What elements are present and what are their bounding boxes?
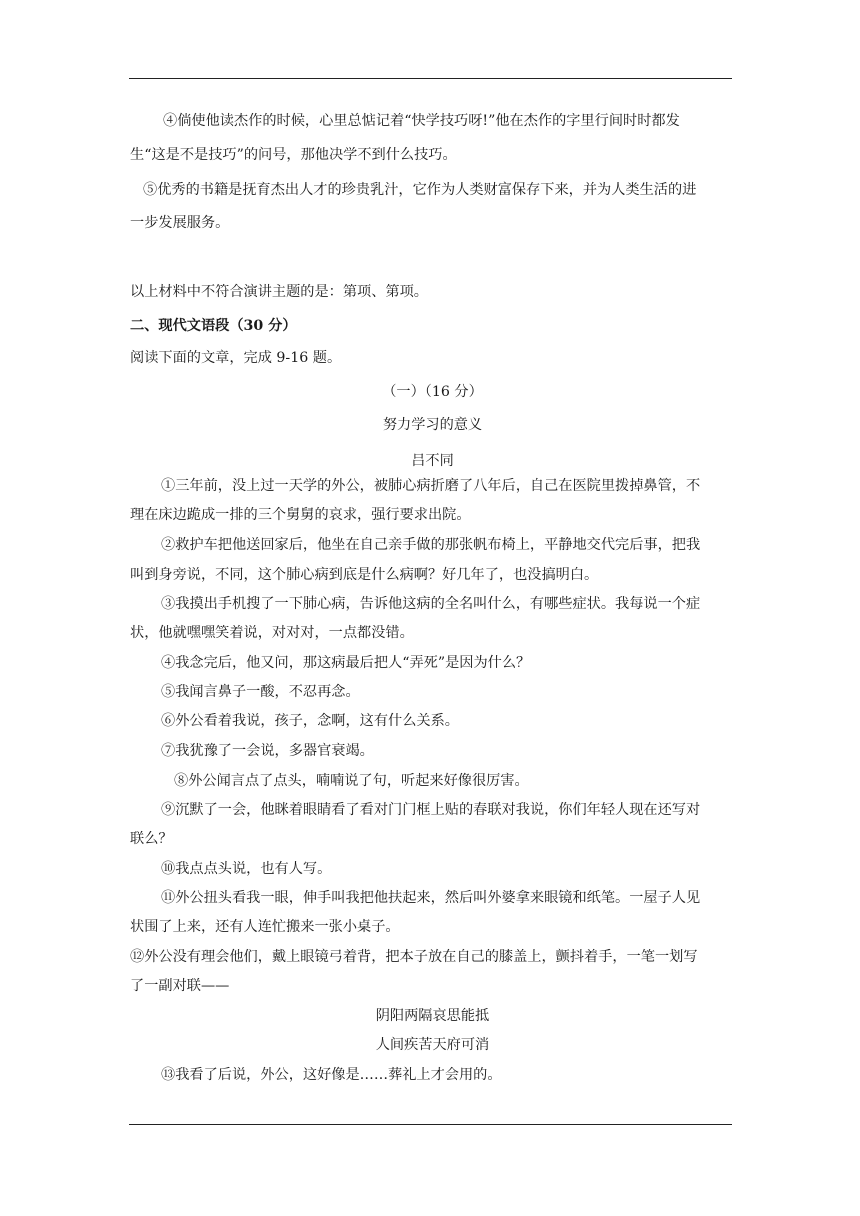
paragraph-2-line-1: ②救护车把他送回家后，他坐在自己亲手做的那张帆布椅上，平静地交代完后事，把我 — [161, 537, 701, 553]
paragraph-8: ⑧外公闻言点了点头，喃喃说了句，听起来好像很厉害。 — [174, 773, 529, 789]
paragraph-7: ⑦我犹豫了一会说，多器官衰竭。 — [161, 743, 374, 759]
paragraph-1-line-2: 理在床边跪成一排的三个舅舅的哀求，强行要求出院。 — [130, 507, 471, 523]
instruction-text: 阅读下面的文章，完成 9-16 题。 — [130, 350, 342, 366]
material-item-5-line-2: 一步发展服务。 — [130, 215, 230, 231]
material-item-4-line-2: 生“这是不是技巧”的问号，那他决学不到什么技巧。 — [130, 147, 457, 163]
paragraph-1-line-1: ①三年前，没上过一天学的外公，被肺心病折磨了八年后，自己在医院里拨掉鼻管，不 — [161, 478, 701, 494]
footer-rule — [129, 1124, 732, 1125]
paragraph-9-line-1: ⑨沉默了一会，他眯着眼睛看了看对门门框上贴的春联对我说，你们年轻人现在还写对 — [161, 802, 701, 818]
paragraph-2-line-2: 叫到身旁说，不同，这个肺心病到底是什么病啊？好几年了，也没搞明白。 — [130, 567, 599, 583]
paragraph-3-line-1: ③我摸出手机搜了一下肺心病，告诉他这病的全名叫什么，有哪些症状。我每说一个症 — [161, 596, 701, 612]
article-author: 吕不同 — [411, 453, 454, 469]
paragraph-13: ⑬我看了后说，外公，这好像是……葬礼上才会用的。 — [161, 1067, 502, 1083]
section-heading: 二、现代文语段（30 分） — [130, 318, 297, 334]
paragraph-6: ⑥外公看着我说，孩子，念啊，这有什么关系。 — [161, 713, 459, 729]
couplet-line-2: 人间疾苦天府可消 — [375, 1037, 490, 1053]
paragraph-12-line-1: ⑫外公没有理会他们，戴上眼镜弓着背，把本子放在自己的膝盖上，颤抖着手，一笔一划写 — [130, 949, 698, 965]
sub-heading: （一）（16 分） — [382, 384, 483, 400]
paragraph-12-line-2: 了一副对联—— — [130, 978, 230, 994]
question-line: 以上材料中不符合演讲主题的是：第项、第项。 — [130, 284, 428, 300]
paragraph-5: ⑤我闻言鼻子一酸，不忍再念。 — [161, 684, 360, 700]
paragraph-4: ④我念完后，他又问，那这病最后把人“弄死”是因为什么？ — [161, 655, 531, 671]
article-title: 努力学习的意义 — [382, 417, 483, 433]
paragraph-10: ⑩我点点头说，也有人写。 — [161, 861, 332, 877]
header-rule — [129, 78, 732, 79]
paragraph-9-line-2: 联么？ — [130, 831, 173, 847]
material-item-5-line-1: ⑤优秀的书籍是抚育杰出人才的珍贵乳汁，它作为人类财富保存下来，并为人类生活的进 — [143, 182, 697, 198]
paragraph-11-line-1: ⑪外公扭头看我一眼，伸手叫我把他扶起来，然后叫外婆拿来眼镜和纸笔。一屋子人见 — [161, 890, 701, 906]
paragraph-3-line-2: 状，他就嘿嘿笑着说，对对对，一点都没错。 — [130, 625, 414, 641]
couplet-line-1: 阴阳两隔哀思能抵 — [375, 1008, 490, 1024]
material-item-4-line-1: ④倘使他读杰作的时候，心里总惦记着“快学技巧呀!”他在杰作的字里行间时时都发 — [163, 113, 680, 129]
paragraph-11-line-2: 状围了上来，还有人连忙搬来一张小桌子。 — [130, 919, 400, 935]
